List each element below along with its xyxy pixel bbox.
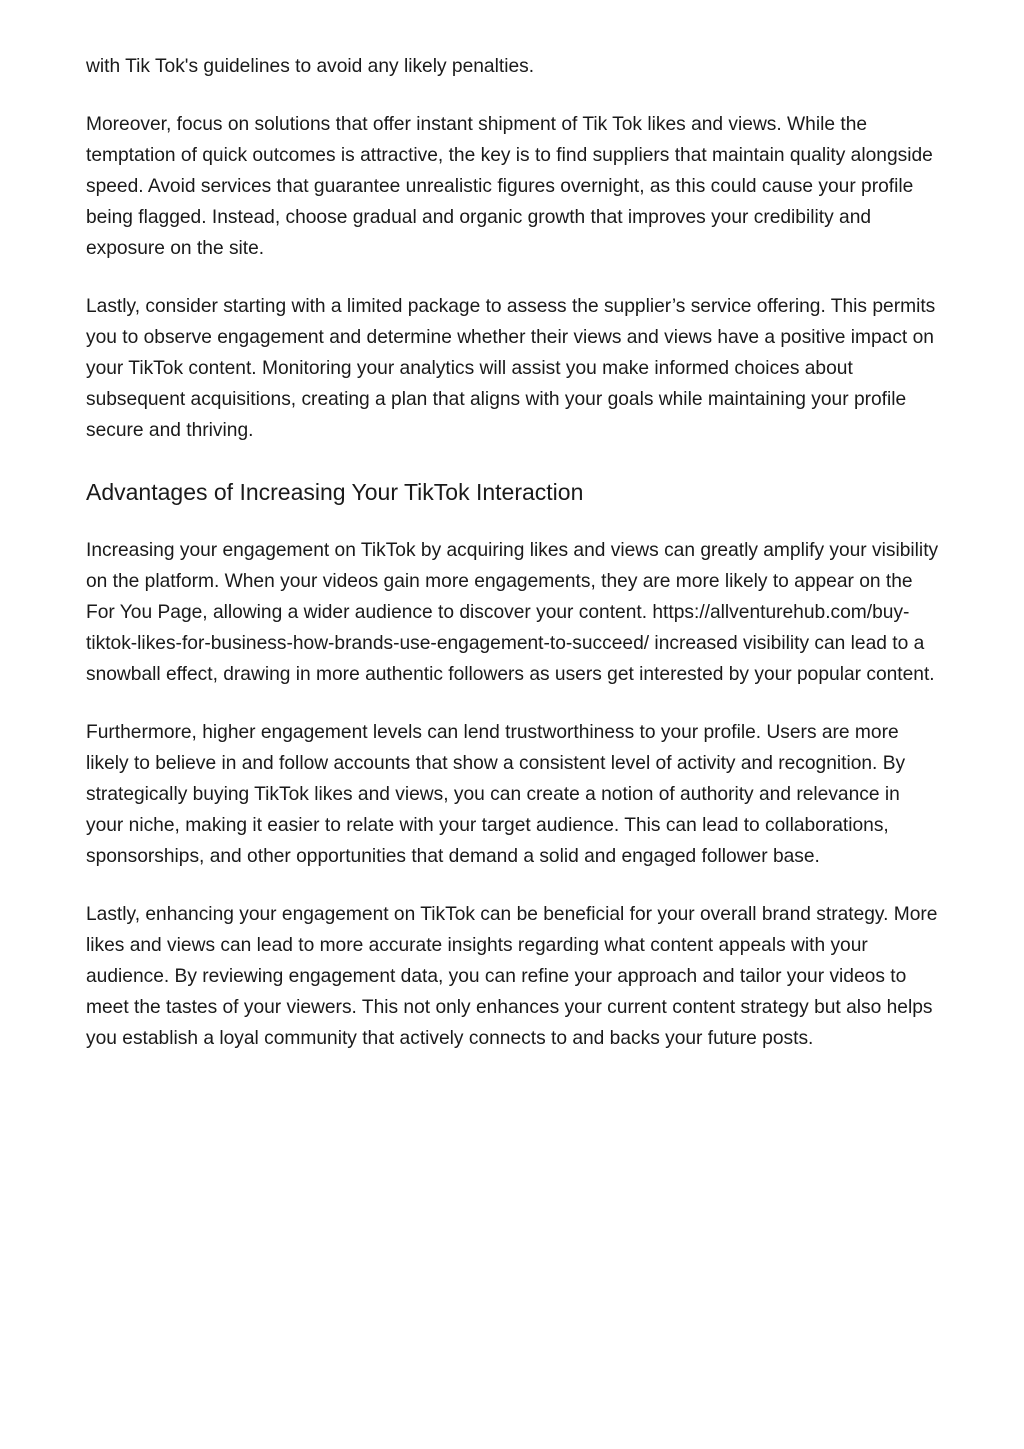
document-page [86, 51, 942, 1081]
article-link[interactable]: https://allventurehub.com/buy-tiktok-likes-for-business-how-brands-use-engagement-to-succeed/ [86, 602, 910, 654]
paragraph: Furthermore, higher engagement levels can lend trustworthiness to your profile. Users are more likely to believe in and follow accounts that show a consistent level of activity and recognition. By strategically buying TikTok likes and views, you can create a notion of authority and relevance in your niche, making it easier to relate with your target audience. This can lead to collaborations, sponsorships, and other opportunities that demand a solid and engaged follower base. [86, 722, 906, 867]
paragraph-text: increased visibility can lead to a snowball effect, drawing in more authentic followers as users get interested by your popular content. [86, 633, 935, 685]
paragraph: Moreover, focus on solutions that offer instant shipment of Tik Tok likes and views. While the temptation of quick outcomes is attractive, the key is to find suppliers that maintain quality alongside speed. Avoid services that guarantee unrealistic figures overnight, as this could cause your profile being flagged. Instead, choose gradual and organic growth that improves your credibility and exposure on the site. [86, 114, 933, 259]
paragraph-with-link [86, 535, 942, 690]
paragraph: with Tik Tok's guidelines to avoid any likely penalties. [86, 56, 535, 77]
paragraph: Lastly, enhancing your engagement on TikTok can be beneficial for your overall brand strategy. More likes and views can lead to more accurate insights regarding what content appeals with your audience. By reviewing engagement data, you can refine your approach and tailor your videos to meet the tastes of your viewers. This not only enhances your current content strategy but also helps you establish a loyal community that actively connects to and backs your future posts. [86, 904, 938, 1049]
paragraph: Lastly, consider starting with a limited package to assess the supplier’s service offering. This permits you to observe engagement and determine whether their views and views have a positive impact on your TikTok content. Monitoring your analytics will assist you make informed choices about subsequent acquisitions, creating a plan that aligns with your goals while maintaining your profile secure and thriving. [86, 296, 936, 441]
paragraph-text: Increasing your engagement on TikTok by acquiring likes and views can greatly amplify your visibility on the platform. When your videos gain more engagements, they are more likely to appear on the For You Page, allowing a wider audience to discover your content. [86, 540, 939, 623]
section-heading: Advantages of Increasing Your TikTok Interaction [86, 479, 584, 505]
